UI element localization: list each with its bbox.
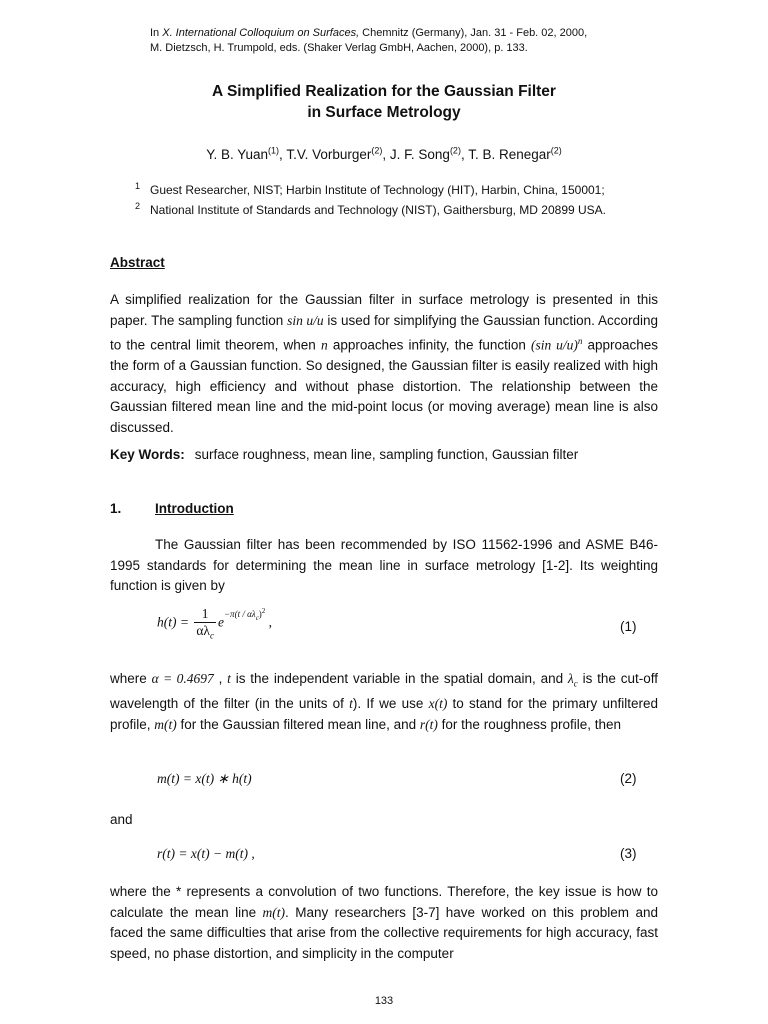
author: J. F. Song$^{(2)}$, bbox=[389, 145, 469, 162]
intro-paragraph-1: The Gaussian filter has been recommended by ISO 11562-1996 and ASME B46-1995 standards for determining the mean line in surface metrology [1-2]. Its weighting function is given by bbox=[110, 537, 658, 593]
citation-line-1: In X. International Colloquium on Surfaces, Chemnitz (Germany), Jan. 31 - Feb. 02, 2000, bbox=[150, 27, 588, 39]
citation-journal: X. International Colloquium on Surfaces, bbox=[162, 27, 360, 39]
abstract-text: A simplified realization for the Gaussian filter in surface metrology is presented in this paper. The sampling function sin u/u is used for simplifying the Gaussian function. According to the central limit theorem, when n approaches infinity, the function (sin u/u)$^n$ approaches the form of a Gaussian function. So designed, the Gaussian filter is easily realized with high accuracy, high efficiency and without phase distortion. The relationship between the Gaussian filtered mean line and the mid-point locus (or moving average) mean line is also discussed. bbox=[110, 292, 659, 435]
sampling-function-power: (sin u/u) bbox=[531, 337, 578, 353]
keywords-label: Key Words: bbox=[110, 447, 185, 462]
sampling-function: sin u/u bbox=[287, 312, 324, 328]
fraction: $\frac{1}{\alpha\lambda_c}$ bbox=[196, 606, 214, 641]
equation-2: m(t) = x(t) ∗ h(t) bbox=[157, 771, 252, 786]
equation-2-number: (2) bbox=[620, 771, 637, 786]
author: T.V. Vorburger$^{(2)}$, bbox=[286, 145, 390, 162]
abstract-heading: Abstract bbox=[110, 255, 165, 270]
intro-paragraph-3: where the * represents a convolution of two functions. Therefore, the key issue is how to calculate the mean line m(t). Many researchers [3-7] have worked on this problem and faced the same difficulties that arise from the collective requirements for high accuracy, fast speed, no phase distortion, and simplicity in the computer bbox=[110, 884, 658, 961]
author: T. B. Renegar$^{(2)}$ bbox=[468, 145, 562, 162]
intro-paragraph-2: where α = 0.4697 , t is the independent variable in the spatial domain, and $\lambda_c$ is the cut-off wavelength of the filter (in the units of t). If we use x(t) to stand for the primary unfiltered profile, m(t) for the Gaussian filtered mean line, and r(t) for the roughness profile, then bbox=[110, 671, 658, 732]
page-number: 133 bbox=[374, 995, 394, 1007]
keywords-text: surface roughness, mean line, sampling function, Gaussian filter bbox=[194, 447, 579, 462]
keywords bbox=[110, 447, 578, 462]
equation-1-number: (1) bbox=[620, 619, 637, 634]
paper-title-line-1: A Simplified Realization for the Gaussian Filter bbox=[212, 83, 556, 100]
section-number: 1. bbox=[110, 501, 122, 516]
citation-header bbox=[150, 26, 587, 56]
author-list bbox=[0, 145, 768, 162]
citation-line-2: M. Dietzsch, H. Trumpold, eds. (Shaker Verlag GmbH, Aachen, 2000), p. 133. bbox=[150, 42, 528, 54]
paper-title-line-2: in Surface Metrology bbox=[307, 104, 461, 121]
paper-title bbox=[0, 81, 768, 123]
and-text: and bbox=[110, 812, 133, 827]
equation-1: h(t) = $\frac{1}{\alpha\lambda_c}$ $e^{-\pi(t / \alpha\lambda_c)^2}$ , bbox=[157, 606, 273, 641]
section-title: Introduction bbox=[155, 501, 234, 516]
equation-3: r(t) = x(t) − m(t) , bbox=[157, 846, 255, 861]
author: Y. B. Yuan$^{(1)}$, bbox=[206, 145, 287, 162]
equation-3-number: (3) bbox=[620, 846, 637, 861]
